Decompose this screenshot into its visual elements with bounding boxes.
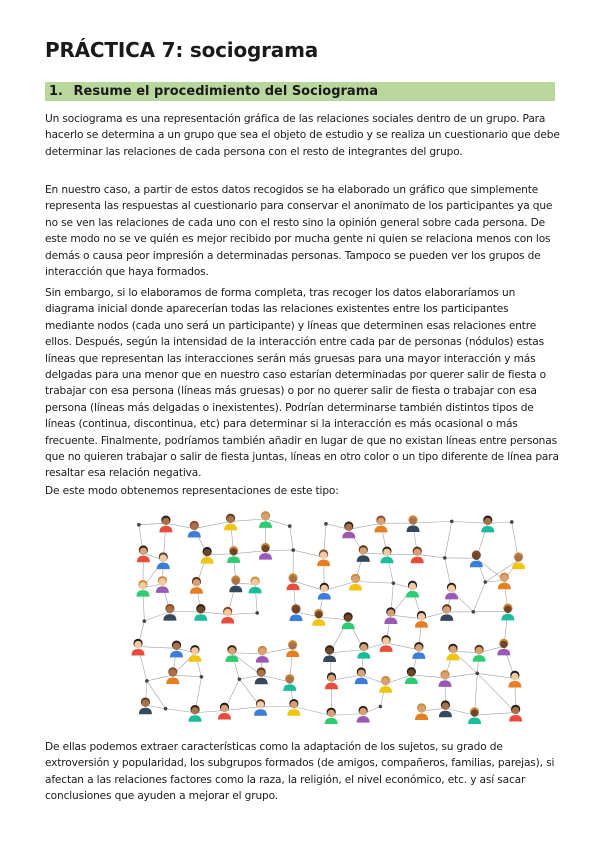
person-avatar-icon [287, 573, 300, 590]
node-dot [392, 581, 396, 585]
connection-line [475, 712, 516, 715]
person-avatar-icon [357, 706, 370, 723]
person-avatar-icon [447, 644, 460, 661]
connection-line [145, 705, 165, 708]
person-avatar-icon [407, 515, 420, 532]
node-dot [379, 705, 383, 709]
person-avatar-icon [249, 577, 262, 594]
person-avatar-icon [508, 671, 521, 688]
node-dot [142, 619, 146, 623]
paragraph-conclusions: De ellas podemos extraer características como la adaptación de los sujetos, su grado de extroversión y popularidad, los subgrupos formados (de amigos, compañeros, familias, parejas), si afectan a las relaciones factores como la raza, la religión, el nivel económico, etc. y así sacar conclusiones que ayuden a mejorar el grupo. [45, 741, 555, 803]
paragraph-our-case: En nuestro caso, a partir de estos datos recogidos se ha elaborado un gráfico que simplemente representa las respuestas al cuestionario para conservar el anonimato de los participantes ya que no se ven las relaciones de cada uno con el resto sino la opinión general sobre cada persona. De este modo no se ve quién es mejor recibido por mucha gente ni quien se relaciona menos con los demás o causa peor impresión a determinadas personas. Tampoco se pueden ver los grupos de interacción que haya formados. [45, 184, 553, 279]
person-avatar-icon [415, 611, 428, 628]
node-dot [475, 672, 479, 676]
node-dot [483, 580, 487, 584]
person-avatar-icon [342, 612, 355, 629]
node-dot [510, 520, 514, 524]
node-dot [324, 522, 328, 526]
person-avatar-icon [440, 604, 453, 621]
person-avatar-icon [379, 676, 392, 693]
person-avatar-icon [227, 546, 240, 563]
person-avatar-icon [349, 574, 362, 591]
node-dot [238, 677, 242, 681]
person-avatar-icon [380, 635, 393, 652]
person-avatar-icon [318, 583, 331, 600]
person-avatar-icon [445, 583, 458, 600]
connection-line [265, 550, 293, 551]
connection-line [231, 519, 266, 521]
person-avatar-icon [325, 708, 338, 724]
person-avatar-icon [325, 672, 338, 689]
person-avatar-icon [473, 645, 486, 662]
person-avatar-icon [225, 645, 238, 662]
connection-line [147, 681, 166, 709]
person-avatar-icon [289, 604, 302, 621]
person-avatar-icon [163, 604, 176, 621]
section-number: 1. [49, 84, 63, 99]
node-dot [472, 610, 476, 614]
paragraph-full-method: Sin embargo, si lo elaboramos de forma completa, tras recoger los datos elaboraríamos un diagrama inicial donde aparecerían todas las relaciones existentes entre los participantes mediante nodos (cada uno será un participante) y líneas que determinen esas relaciones entre ellos. Después, según la intensidad de la interacción entre cada par de personas (nódulos) estas líneas que representan las interacciones serán más gruesas para una mayor interacción y más delgadas para una menor que en nuestro caso estarían determinadas por querer salir de fiesta o trabajar con esa persona (líneas más gruesas) o por no querer salir de fiesta o trabajar con esa persona (líneas más delgadas o inexistentes). Podrían determinarse también distintos tipos de líneas (continua, discontinua, etc) para determinar si la interacción es más ocasional o más frecuente. Finalmente, podríamos también añadir en lugar de que no existan líneas entre personas que no quieren trabajar o salir de fiesta juntas, líneas en otro color o un tipo diferente de línea para resaltar esa relación negativa. [45, 287, 559, 480]
connection-line [452, 521, 488, 523]
person-avatar-icon [509, 705, 522, 722]
person-avatar-icon [190, 577, 203, 594]
person-avatar-icon [497, 639, 510, 656]
person-avatar-icon [189, 705, 202, 722]
connection-line [417, 554, 445, 558]
person-avatar-icon [201, 547, 214, 564]
person-avatar-icon [157, 552, 170, 569]
paragraph-intro-figure: De este modo obtenemos representaciones de este tipo: [45, 485, 339, 497]
person-avatar-icon [287, 699, 300, 716]
node-dot [200, 675, 204, 679]
connection-line [224, 707, 260, 711]
person-avatar-icon [283, 674, 296, 691]
connection-line [234, 551, 266, 554]
person-avatar-icon [468, 707, 481, 724]
connection-line [477, 673, 515, 712]
connection-line [138, 647, 176, 649]
person-avatar-icon [136, 580, 149, 597]
person-avatar-icon [406, 581, 419, 598]
connection-line [232, 653, 262, 654]
node-dot [288, 524, 292, 528]
connection-line [413, 521, 452, 523]
node-dot [137, 523, 141, 527]
person-avatar-icon [229, 575, 242, 592]
connection-line [290, 526, 293, 550]
person-avatar-icon [256, 646, 269, 663]
person-avatar-icon [357, 545, 370, 562]
connection-line [330, 650, 364, 653]
person-avatar-icon [317, 549, 330, 566]
person-avatar-icon [439, 670, 452, 687]
person-avatar-icon [170, 641, 183, 658]
connection-line [331, 714, 363, 716]
node-dot [145, 679, 149, 683]
social-network-illustration [125, 510, 525, 724]
connection-line [411, 675, 445, 678]
section-title: Resume el procedimiento del Sociograma [73, 84, 379, 99]
person-avatar-icon [166, 667, 179, 684]
node-dot [450, 520, 454, 524]
person-avatar-icon [512, 552, 525, 569]
person-avatar-icon [481, 516, 494, 533]
person-avatar-icon [501, 604, 514, 621]
person-avatar-icon [470, 550, 483, 567]
person-avatar-icon [412, 642, 425, 659]
connection-line [477, 673, 515, 678]
person-avatar-icon [221, 607, 234, 624]
connection-line [139, 523, 166, 524]
person-avatar-icon [188, 645, 201, 662]
person-avatar-icon [380, 546, 393, 563]
person-avatar-icon [342, 521, 355, 538]
connection-line [228, 613, 258, 615]
section-heading [45, 82, 555, 101]
connection-line [356, 582, 394, 584]
node-dot [255, 611, 259, 615]
node-dot [164, 707, 168, 711]
connection-line [173, 675, 202, 677]
page-title: PRÁCTICA 7: sociograma [45, 38, 319, 62]
connection-line [445, 673, 477, 677]
paragraph-definition: Un sociograma es una representación gráfica de las relaciones sociales dentro de un grupo. Para hacerlo se determina a un grupo que sea el objeto de estudio y se realiza un cuestionario que debe determinar las relaciones de cada persona con el resto de integrantes del grupo. [45, 113, 560, 158]
person-avatar-icon [323, 645, 336, 662]
node-dot [291, 548, 295, 552]
person-avatar-icon [415, 703, 428, 720]
person-avatar-icon [137, 545, 150, 562]
node-dot [443, 556, 447, 560]
connection-line [207, 554, 234, 555]
person-avatar-icon [188, 521, 201, 538]
connection-line [473, 582, 485, 612]
person-avatar-icon [132, 639, 145, 656]
connection-line [445, 521, 452, 558]
